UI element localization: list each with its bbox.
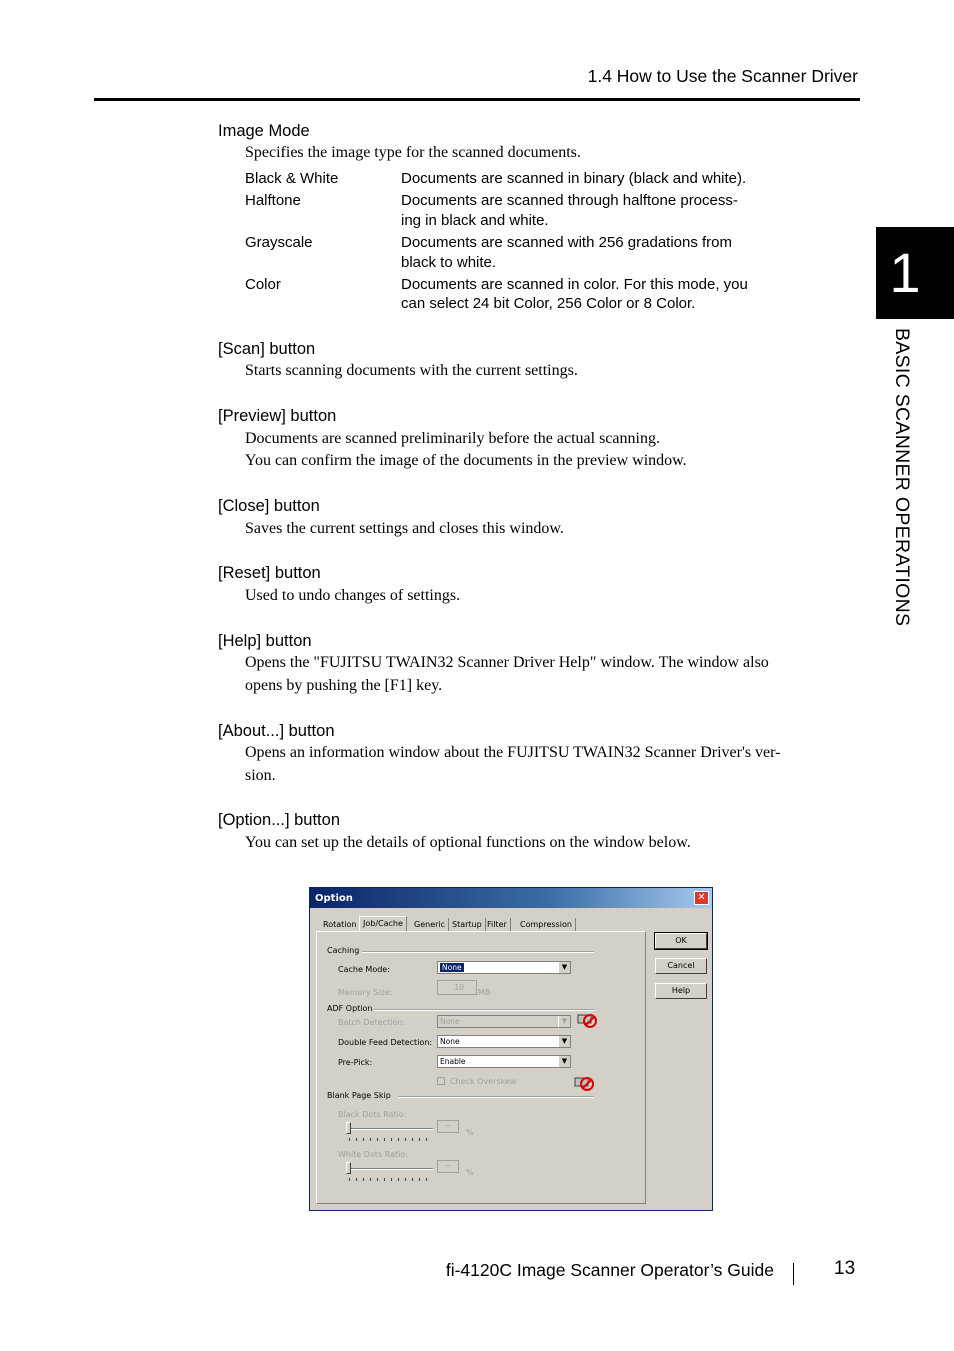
mode-desc-halftone-2: ing in black and white. [401,212,549,229]
dialog-title: Option [315,893,353,904]
preview-text-2: You can confirm the image of the documents in the preview window. [245,452,687,469]
chapter-number: 1 [889,241,921,304]
running-header: 1.4 How to Use the Scanner Driver [587,66,858,86]
chevron-down-icon[interactable]: ▼ [558,1036,570,1047]
about-heading: [About...] button [218,722,335,740]
ok-button[interactable]: OK [655,933,707,949]
prepick-select[interactable] [437,1055,571,1068]
blank-page-group-line [398,1096,594,1098]
mode-desc-bw: Documents are scanned in binary (black and white). [401,170,747,187]
chevron-down-icon[interactable]: ▼ [558,1016,570,1027]
check-overskew-label: Check Overskew [450,1077,517,1086]
tab-rotation[interactable]: Rotation [320,918,360,931]
caching-group-label: Caching [327,946,360,955]
footer-separator [793,1263,794,1285]
batch-detection-value: None [440,1017,460,1026]
chevron-down-icon[interactable]: ▼ [558,962,570,973]
preview-text-1: Documents are scanned preliminarily before the actual scanning. [245,430,660,447]
memory-size-spinner[interactable]: 10 [437,980,477,995]
tab-compression[interactable]: Compression [517,918,576,931]
help-text-1: Opens the "FUJITSU TWAIN32 Scanner Driver Help" window. The window also [245,654,769,671]
header-rule [94,98,860,101]
prepick-label: Pre-Pick: [338,1058,373,1067]
mode-term-color: Color [245,276,281,293]
batch-detection-select[interactable] [437,1015,571,1028]
white-dots-track [347,1168,433,1170]
mode-desc-grayscale-1: Documents are scanned with 256 gradations from [401,234,733,251]
help-text-2: opens by pushing the [F1] key. [245,677,443,694]
close-heading: [Close] button [218,497,320,515]
scanner-prohibited-icon [576,1011,598,1029]
cache-mode-label: Cache Mode: [338,965,390,974]
mode-desc-color-2: can select 24 bit Color, 256 Color or 8 Color. [401,295,696,312]
memory-size-unit: MB [478,988,491,997]
prepick-value: Enable [440,1057,466,1066]
mode-term-bw: Black & White [245,170,339,187]
cache-mode-select[interactable] [437,961,571,974]
mode-term-grayscale: Grayscale [245,234,313,251]
double-feed-select[interactable] [437,1035,571,1048]
check-overskew-checkbox[interactable] [437,1077,445,1085]
tab-job-cache[interactable]: Job/Cache [359,916,407,932]
scan-text: Starts scanning documents with the current settings. [245,362,578,379]
black-dots-ticks [349,1138,433,1141]
footer-title: fi-4120C Image Scanner Operator’s Guide [445,1260,774,1280]
mode-desc-color-1: Documents are scanned in color. For this mode, you [401,276,748,293]
cache-mode-value: None [442,963,462,972]
tab-generic[interactable]: Generic [411,918,449,931]
adf-group-line [374,1009,594,1011]
double-feed-label: Double Feed Detection: [338,1038,433,1047]
mode-desc-halftone-1: Documents are scanned through halftone process- [401,192,738,209]
image-mode-heading: Image Mode [218,122,310,140]
black-dots-label: Black Dots Ratio: [338,1110,407,1119]
blank-page-group-label: Blank Page Skip [327,1091,391,1100]
option-heading: [Option...] button [218,811,340,829]
black-dots-unit: % [466,1128,474,1137]
memory-size-label: Memory Size: [338,988,393,997]
mode-desc-grayscale-2: black to white. [401,254,497,271]
chevron-down-icon[interactable]: ▼ [558,1056,570,1067]
double-feed-value: None [440,1037,460,1046]
cancel-button[interactable]: Cancel [655,958,707,974]
about-text-2: sion. [245,767,276,784]
caching-group-line [362,951,594,953]
about-text-1: Opens an information window about the FUJITSU TWAIN32 Scanner Driver's ver- [245,744,781,761]
close-text: Saves the current settings and closes this window. [245,520,564,537]
mode-term-halftone: Halftone [245,192,301,209]
white-dots-unit: % [466,1168,474,1177]
reset-text: Used to undo changes of settings. [245,587,461,604]
white-dots-value: -- [437,1160,459,1173]
black-dots-slider[interactable] [346,1122,351,1134]
black-dots-value: -- [437,1120,459,1133]
help-button[interactable]: Help [655,983,707,999]
batch-detection-label: Batch Detection: [338,1018,406,1027]
option-dialog [309,887,713,1211]
page-number: 13 [834,1258,856,1279]
adf-group-label: ADF Option [327,1004,373,1013]
image-mode-intro: Specifies the image type for the scanned documents. [245,144,581,161]
preview-heading: [Preview] button [218,407,337,425]
tab-startup[interactable]: Startup [449,918,486,931]
white-dots-slider[interactable] [346,1162,351,1174]
white-dots-label: White Dots Ratio: [338,1150,408,1159]
white-dots-ticks [349,1178,433,1181]
black-dots-track [347,1128,433,1130]
help-heading: [Help] button [218,632,312,650]
dialog-titlebar[interactable] [310,888,712,908]
reset-heading: [Reset] button [218,564,321,582]
chapter-label: BASIC SCANNER OPERATIONS [891,328,913,627]
scan-heading: [Scan] button [218,340,316,358]
scanner-prohibited-icon [573,1074,595,1092]
option-text: You can set up the details of optional functions on the window below. [245,834,691,851]
close-icon[interactable]: ✕ [694,891,709,905]
tab-filter[interactable]: Filter [484,918,511,931]
